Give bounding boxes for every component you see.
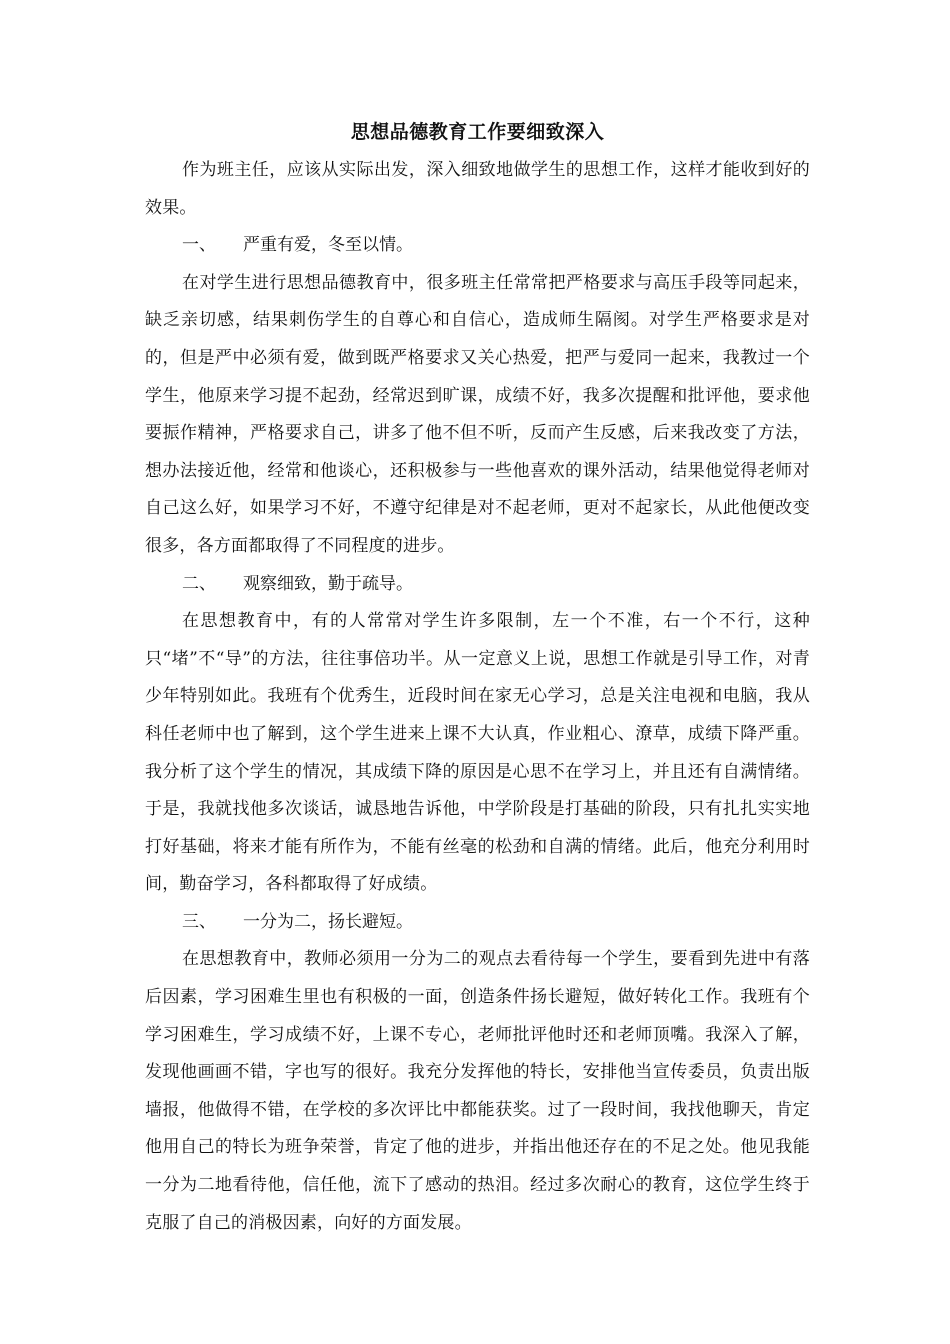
section-1-paragraph: 在对学生进行思想品德教育中，很多班主任常常把严格要求与高压手段等同起来，缺乏亲切感，结果刺伤学生的自尊心和自信心，造成师生隔阂。对学生严格要求是对的，但是严中必须有爱，做到既严格要求又关心热爱，把严与爱同一起来，我教过一个学生，他原来学习提不起劲，经常迟到旷课，成绩不好，我多次提醒和批评他，要求他要振作精神，严格要求自己，讲多了他不但不听，反而产生反感，后来我改变了方法，想办法接近他，经常和他谈心，还积极参与一些他喜欢的课外活动，结果他觉得老师对自己这么好，如果学习不好，不遵守纪律是对不起老师，更对不起家长，从此他便改变很多，各方面都取得了不同程度的进步。 — [145, 272, 810, 556]
section-1-number: 一、 — [182, 235, 216, 256]
section-3-paragraph: 在思想教育中，教师必须用一分为二的观点去看待每一个学生，要看到先进中有落后因素，学习困难生里也有积极的一面，创造条件扬长避短，做好转化工作。我班有个学习困难生，学习成绩不好，上课不专心，老师批评他时还和老师顶嘴。我深入了解，发现他画画不错，字也写的很好。我充分发挥他的特长，安排他当宣传委员，负责出版墙报，他做得不错，在学校的多次评比中都能获奖。过了一段时间，我找他聊天，肯定他用自己的特长为班争荣誉，肯定了他的进步，并指出他还存在的不足之处。他见我能一分为二地看待他，信任他，流下了感动的热泪。经过多次耐心的教育，这位学生终于克服了自己的消极因素，向好的方面发展。 — [145, 949, 810, 1233]
document-body — [145, 116, 810, 1242]
section-3-number: 三、 — [182, 911, 216, 932]
document-title: 思想品德教育工作要细致深入 — [350, 121, 605, 143]
section-2-number: 二、 — [182, 573, 216, 594]
section-3-title: 一分为二，扬长避短。 — [243, 911, 413, 932]
section-1-title: 严重有爱，冬至以情。 — [243, 235, 413, 256]
intro-paragraph: 作为班主任，应该从实际出发，深入细致地做学生的思想工作，这样才能收到好的效果。 — [145, 160, 810, 218]
section-1-heading — [145, 227, 810, 265]
section-2-paragraph: 在思想教育中，有的人常常对学生许多限制，左一个不准，右一个不行，这种只“堵”不“导”的方法，往往事倍功半。从一定意义上说，思想工作就是引导工作，对青少年特别如此。我班有个优秀生，近段时间在家无心学习，总是关注电视和电脑，我从科任老师中也了解到，这个学生进来上课不大认真，作业粗心、潦草，成绩下降严重。我分析了这个学生的情况，其成绩下降的原因是心思不在学习上，并且还有自满情绪。于是，我就找他多次谈话，诚恳地告诉他，中学阶段是打基础的阶段，只有扎扎实实地打好基础，将来才能有所作为，不能有丝毫的松劲和自满的情绪。此后，他充分利用时间，勤奋学习，各科都取得了好成绩。 — [145, 611, 810, 895]
section-3-heading — [145, 904, 810, 942]
section-2-title: 观察细致，勤于疏导。 — [243, 573, 413, 594]
section-2-heading — [145, 566, 810, 604]
